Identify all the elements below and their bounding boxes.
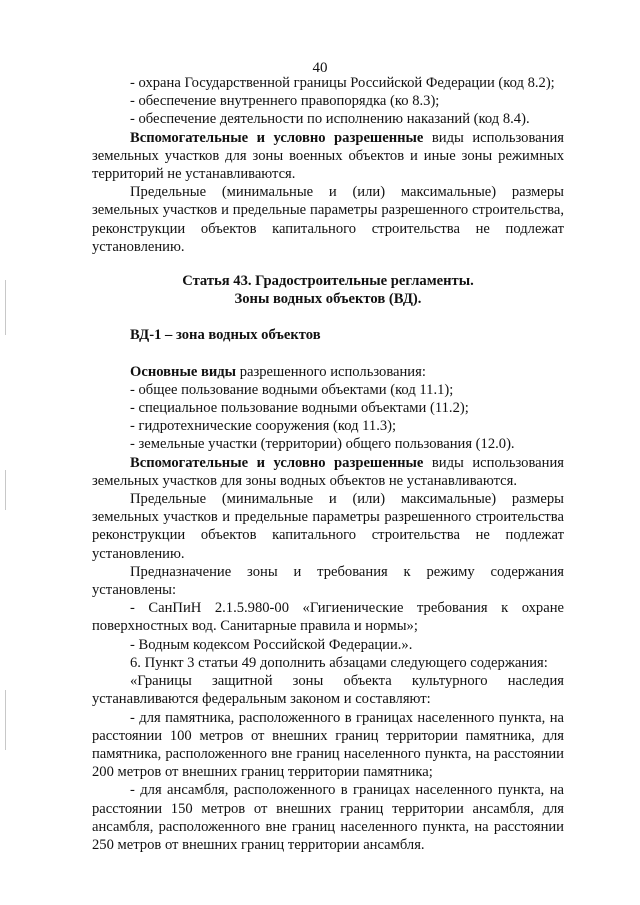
list-item: - охрана Государственной границы Российской Федерации (код 8.2); [130,75,555,91]
paragraph-limits: Предельные (минимальные и (или) максимальные) размеры земельных участков и предельные параметры разрешенного строительства, реконструкции объектов капитального строительства не подлежат установлению. [92,184,564,255]
list-item: - специальное пользование водными объектами (11.2); [130,400,469,417]
zone-title: ВД-1 – зона водных объектов [130,327,321,344]
scan-edge-mark [5,280,6,335]
paragraph-quote: «Границы защитной зоны объекта культурного наследия устанавливаются федеральным законом и составляют: [92,673,564,708]
bold-phrase: Основные виды [130,363,237,380]
text-span: виды использования земельных участков для зоны военных объектов и иные зоны режимных территорий не устанавливаются. [92,129,564,183]
paragraph-limits: Предельные (минимальные и (или) максимальные) размеры земельных участков и предельные параметры разрешенного строительства реконструкции объектов капитального строительства не подлежат установлению. [92,491,564,562]
scan-edge-mark [5,690,6,750]
text-span: виды использования земельных участков для зоны водных объектов не устанавливаются. [92,454,564,489]
page-number: 40 [312,60,328,76]
list-item: - гидротехнические сооружения (код 11.3); [130,418,397,435]
article-title-line2: Зоны водных объектов (ВД). [234,291,422,308]
list-item: - земельные участки (территории) общего пользования (12.0). [130,436,515,453]
list-item: - обеспечение деятельности по исполнению наказаний (код 8.4). [130,111,530,128]
paragraph-ensemble: - для ансамбля, расположенного в границах населенного пункта, на расстоянии 150 метров от внешних границ территории ансамбля, для ансамбля, расположенного вне границ населенного пункта, на расстоянии 250 метров от внешних границ территории ансамбля. [92,782,564,853]
list-item: - Водным кодексом Российской Федерации.». [130,636,413,653]
bold-phrase: Вспомогательные и условно разрешенные [130,454,424,471]
document-body [92,74,564,854]
scan-edge-mark [5,470,6,510]
main-uses-lead [92,363,564,381]
paragraph-monument: - для памятника, расположенного в границах населенного пункта, на расстоянии 100 метров от внешних границ территории памятника, для памятника, расположенного вне границ населенного пункта, на расстоянии 200 метров от внешних границ территории памятника; [92,709,564,781]
list-item: - обеспечение внутреннего правопорядка (ко 8.3); [130,93,440,110]
article-heading [92,272,564,308]
bold-phrase: Вспомогательные и условно разрешенные [130,129,424,146]
text-span: разрешенного использования: [236,363,426,380]
article-title-line1: Статья 43. Градостроительные регламенты. [182,273,474,290]
paragraph-purpose: Предназначение зоны и требования к режиму содержания установлены: [92,563,564,599]
list-item: - общее пользование водными объектами (код 11.1); [130,381,454,398]
paragraph-auxiliary-uses [92,454,564,490]
list-item: - СанПиН 2.1.5.980-00 «Гигиенические требования к охране поверхностных вод. Санитарные правила и нормы»; [92,600,564,635]
paragraph-auxiliary-uses [92,129,564,184]
paragraph-amendment: 6. Пункт 3 статьи 49 дополнить абзацами следующего содержания: [130,654,548,671]
